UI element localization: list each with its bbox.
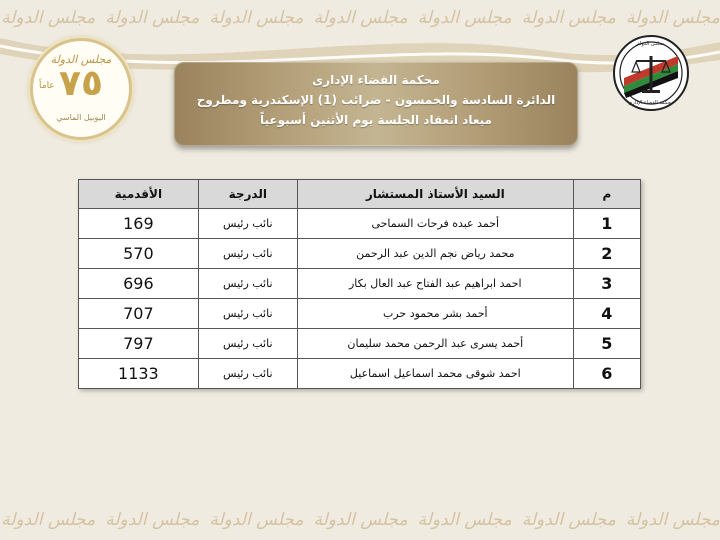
- row-grade: نائب رئيس: [198, 329, 297, 359]
- column-header-index: م: [573, 180, 640, 209]
- row-index: 4: [573, 299, 640, 329]
- column-header-seniority: الأقدمية: [79, 180, 199, 209]
- table-row: [79, 329, 641, 359]
- watermark-text: مجلس الدولة: [625, 8, 720, 28]
- judges-table: [78, 179, 641, 389]
- watermark-text: مجلس الدولة: [625, 510, 720, 530]
- row-grade: نائب رئيس: [198, 269, 297, 299]
- court-name: محكمة القضاء الإدارى: [312, 73, 440, 87]
- watermark-text: مجلس الدولة: [417, 8, 512, 28]
- row-grade: نائب رئيس: [198, 209, 297, 239]
- watermark-text: مجلس الدولة: [209, 8, 304, 28]
- row-index: 5: [573, 329, 640, 359]
- watermark-text: مجلس الدولة: [1, 510, 96, 530]
- seal-years-label: عاماً: [39, 81, 55, 91]
- session-schedule: ميعاد انعقاد الجلسة يوم الأثنين أسبوعياً: [260, 113, 492, 127]
- row-seniority: 696: [79, 269, 199, 299]
- watermark-text: مجلس الدولة: [105, 8, 200, 28]
- watermark-text: مجلس الدولة: [1, 8, 96, 28]
- court-emblem-logo: [612, 34, 690, 112]
- circuit-name: الدائرة السادسة والخمسون - ضرائب (1) الإسكندرية ومطروح: [196, 93, 556, 107]
- row-seniority: 570: [79, 239, 199, 269]
- seal-top-text: مجلس الدولة: [50, 53, 112, 66]
- row-index: 6: [573, 359, 640, 389]
- logo-top-text: مجلس الدولة: [637, 41, 665, 47]
- seal-number: ٧٥: [59, 63, 103, 104]
- row-judge-name: أحمد يسرى عبد الرحمن محمد سليمان: [297, 329, 573, 359]
- row-judge-name: احمد شوقى محمد اسماعيل اسماعيل: [297, 359, 573, 389]
- row-seniority: 797: [79, 329, 199, 359]
- watermark-text: مجلس الدولة: [521, 8, 616, 28]
- column-header-name: السيد الأستاذ المستشار: [297, 180, 573, 209]
- watermark-text: مجلس الدولة: [313, 510, 408, 530]
- row-grade: نائب رئيس: [198, 299, 297, 329]
- table-row: [79, 269, 641, 299]
- row-grade: نائب رئيس: [198, 239, 297, 269]
- logo-caption: محكمة القضاء الإداري: [628, 100, 674, 106]
- row-judge-name: احمد ابراهيم عبد الفتاح عبد العال بكار: [297, 269, 573, 299]
- row-index: 2: [573, 239, 640, 269]
- header-title-box: [174, 62, 578, 146]
- watermark-text: مجلس الدولة: [313, 8, 408, 28]
- watermark-band-bottom: [0, 502, 720, 538]
- table-row: [79, 299, 641, 329]
- row-seniority: 1133: [79, 359, 199, 389]
- jubilee-seal: [30, 38, 132, 140]
- row-judge-name: محمد رياض نجم الدين عبد الرحمن: [297, 239, 573, 269]
- table-row: [79, 209, 641, 239]
- row-index: 1: [573, 209, 640, 239]
- seal-bottom-text: اليوبيل الماسي: [56, 113, 106, 122]
- row-judge-name: أحمد عبده فرحات السماحى: [297, 209, 573, 239]
- row-index: 3: [573, 269, 640, 299]
- watermark-text: مجلس الدولة: [105, 510, 200, 530]
- row-seniority: 169: [79, 209, 199, 239]
- table-row: [79, 239, 641, 269]
- watermark-text: مجلس الدولة: [209, 510, 304, 530]
- watermark-text: مجلس الدولة: [417, 510, 512, 530]
- table-row: [79, 359, 641, 389]
- row-seniority: 707: [79, 299, 199, 329]
- watermark-text: مجلس الدولة: [521, 510, 616, 530]
- column-header-grade: الدرجة: [198, 180, 297, 209]
- row-judge-name: أحمد بشر محمود حرب: [297, 299, 573, 329]
- table-header-row: [79, 180, 641, 209]
- row-grade: نائب رئيس: [198, 359, 297, 389]
